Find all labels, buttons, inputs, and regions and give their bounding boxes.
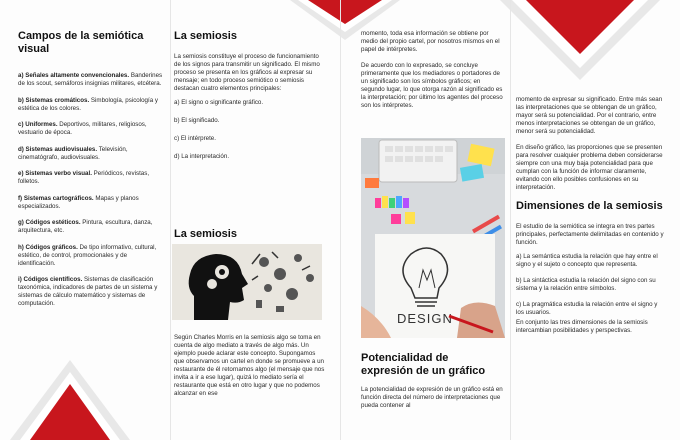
semiotics-field-item [18, 219, 163, 235]
panel-4-p3: El estudio de la semiótica se integra en tres partes principales, perfectamente delimitadas en contenido y función. [516, 223, 664, 246]
semiotics-field-item [18, 195, 163, 211]
semiotics-field-name: b) Sistemas cromáticos. [18, 96, 90, 104]
semiotics-field-item [18, 97, 163, 113]
dimensiones-title: Dimensiones de la semiosis [516, 200, 663, 212]
semiotics-field-description: Simbología, psicología y estética de los colores. [18, 96, 158, 112]
fold-line [510, 0, 511, 440]
semiotics-field-name: a) Señales altamente convencionales. [18, 72, 130, 79]
semiosis-intro: La semiosis constituye el proceso de funcionamiento de los signos para transmitir un significado. El mismo proceso se presenta en los gráficos al expresar su mensaje; en todo proceso semiótico o semiosis destacan cuatro elementos principales: [174, 53, 320, 92]
semiotics-field-description: Pintura, escultura, danza, arquitectura, etc. [18, 219, 153, 234]
fold-line [170, 0, 171, 440]
semiotics-field-name: i) Códigos científicos. [18, 276, 83, 283]
semiosis-element-item: d) La interpretación. [174, 153, 230, 160]
semiotics-field-name: f) Sistemas cartográficos. [18, 194, 94, 202]
panel-2-title: La semiosis [174, 30, 237, 42]
semiotics-field-description: Deportivos, militares, religiosos, vestuario de época. [18, 121, 147, 136]
semiotics-field-name: h) Códigos gráficos. [18, 243, 78, 251]
panel-3-p1: momento, toda esa información se obtiene por medio del propio cartel, por nosotros mismos en el papel de intérpretes. [361, 30, 500, 53]
red-triangle-bottom-left [0, 360, 170, 440]
semiotics-field-description: Banderines de los scout, semáforos insignias militares, etcétera. [18, 72, 163, 87]
head-gears-illustration [172, 244, 322, 320]
dimension-item: a) La semántica estudia la relación que hay entre el signo y el sujeto o concepto que representa. [516, 253, 658, 268]
semiosis-element-item: b) El significado. [174, 117, 220, 124]
semiotics-field-item [18, 72, 163, 88]
semiotics-field-item [18, 121, 163, 137]
panel-3-bottom [361, 352, 503, 416]
semiotics-field-description: Sistemas de clasificación taxonómica, indicadores de partes de un sistema y sistemas de cálculo matemático y sistemas de computación. [18, 276, 158, 307]
fold-line [340, 0, 341, 440]
morris-paragraph: Según Charles Morris en la semiosis algo se toma en cuenta de algo mediato a través de algo más. Un ejemplo puede aclarar este concepto. Supongamos que observamos un cartel en donde se promueve a un restaurante de él retornamos algo (el mensaje que nos invita a ir a ese lugar), quizá lo mediato sería el restaurante que está en otro lugar y que no podemos alcanzar en ese [174, 334, 325, 397]
semiotics-field-name: e) Sistemas verbo visual. [18, 170, 92, 177]
semiosis-element-item: c) El intérprete. [174, 135, 216, 142]
semiotics-field-description: Mapas y planos especializados. [18, 194, 139, 210]
panel-4 [516, 96, 666, 341]
semiotics-field-item [18, 276, 163, 308]
potencialidad-paragraph: La potencialidad de expresión de un gráfico está en función directa del número de interpretaciones que pueda contener al [361, 386, 503, 409]
semiotics-field-item [18, 146, 163, 162]
semiotics-field-description: Periódicos, revistas, folletos. [18, 170, 150, 185]
semiosis-elements-list [174, 99, 326, 161]
panel-3 [361, 30, 503, 116]
semiotics-field-item [18, 244, 163, 268]
panel-1-title: Campos de la semiótica visual [18, 30, 144, 55]
semiotics-field-name: d) Sistemas audiovisuales. [18, 145, 98, 153]
semiosis-element-item: a) El signo o significante gráfico. [174, 99, 264, 106]
dimensions-list [516, 253, 666, 317]
potencialidad-title: Potencialidad de expresión de un gráfico [361, 352, 486, 377]
red-triangle-top-right [500, 0, 660, 80]
panel-1 [18, 30, 163, 317]
semiotics-field-item [18, 170, 163, 186]
dimension-item: c) La pragmática estudia la relación entre el signo y los usuarios. [516, 301, 658, 316]
panel-2-title-2: La semiosis [174, 228, 237, 240]
panel-2-bottom [174, 334, 326, 404]
panel-4-p1: momento de expresar su significado. Entre más sean las interpretaciones que se obtengan de un gráfico, mayor será su potencialidad. Por el contrario, entre menos interpretaciones se obtengan de un gráfico, menor será su potencialidad. [516, 96, 663, 135]
semiotics-field-description: Televisión, cinematógrafo, audiovisuales. [18, 145, 128, 161]
dimension-item: b) La sintáctica estudia la relación del signo con su sistema y la relación entre símbolos. [516, 277, 656, 292]
panel-2 [174, 30, 326, 171]
panel-4-p2: En diseño gráfico, las proporciones que se presenten para resolver cualquier problema deben considerarse siempre con una muy baja potencialidad para que cumplan con la función de informar claramente, evitando con ello posibles confusiones en su interpretación. [516, 144, 663, 191]
design-label: DESIGN [397, 311, 453, 326]
semiotics-field-name: g) Códigos estéticos. [18, 219, 81, 226]
design-desk-photo [361, 138, 505, 338]
semiotics-field-name: c) Uniformes. [18, 121, 58, 128]
panel-4-p4: En conjunto las tres dimensiones de la semiosis intercambian posibilidades y perspectivas. [516, 319, 648, 334]
panel-3-p2: De acuerdo con lo expresado, se concluye primeramente que los mediadores o portadores de un significado son los símbolos gráficos; en segundo lugar, lo que otorga razón al significado es la interpretación; por último los agentes del proceso son los intérpretes. [361, 62, 503, 109]
semiotics-fields-list [18, 72, 163, 308]
semiotics-field-description: De tipo informativo, cultural, estético, de control, promocionales y de identificación. [18, 243, 157, 267]
